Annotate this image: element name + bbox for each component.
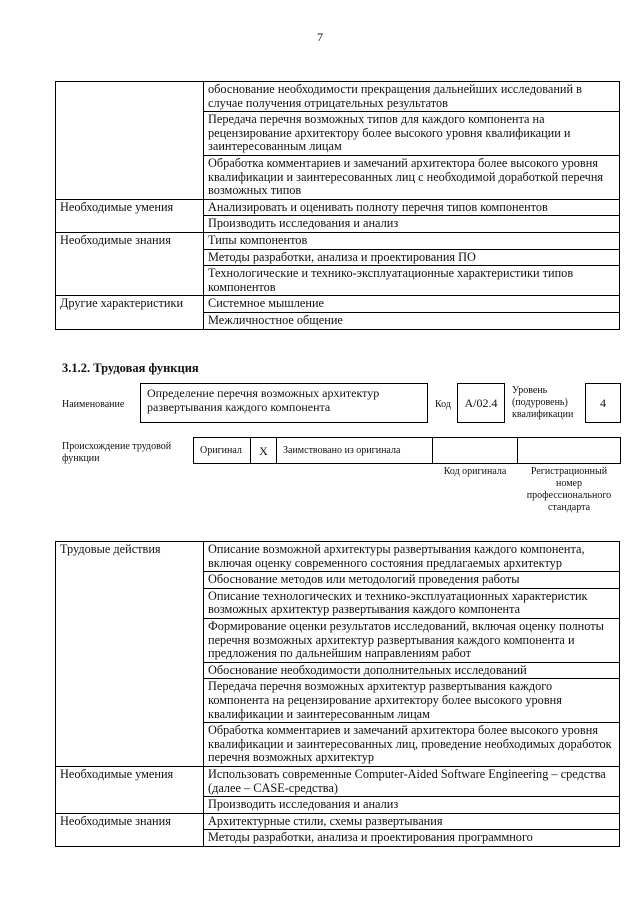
level-label: Уровень (подуровень) квалификации xyxy=(512,385,574,420)
code-original-cell xyxy=(432,437,518,464)
reg-number-cell xyxy=(517,437,621,464)
table-row xyxy=(56,679,620,723)
original-label: Оригинал xyxy=(200,444,242,456)
function-name: Определение перечня возможных архитектур развертывания каждого компонента xyxy=(147,386,380,414)
borrowed-cell xyxy=(276,437,433,464)
row-label xyxy=(56,662,204,679)
table-row xyxy=(56,199,620,216)
row-label xyxy=(56,155,204,199)
original-mark: X xyxy=(259,443,268,458)
row-label: Необходимые умения xyxy=(56,766,204,796)
row-label xyxy=(56,266,204,296)
original-mark-cell xyxy=(250,437,277,464)
row-label: Необходимые знания xyxy=(56,813,204,830)
row-label xyxy=(56,572,204,589)
row-label: Другие характеристики xyxy=(56,296,204,313)
name-label: Наименование xyxy=(62,399,125,410)
row-label xyxy=(56,312,204,329)
table-row xyxy=(56,797,620,814)
row-text: Обработка комментариев и замечаний архитектора более высокого уровня квалификации и заинтересованных лиц с необходимой доработкой перечня возможных типов xyxy=(204,155,620,199)
row-label xyxy=(56,830,204,847)
row-text: Обоснование необходимости дополнительных исследований xyxy=(204,662,620,679)
row-label xyxy=(56,82,204,112)
row-label xyxy=(56,112,204,156)
row-text: Системное мышление xyxy=(204,296,620,313)
table-row xyxy=(56,216,620,233)
row-text: Описание возможной архитектуры развертывания каждого компонента, включая оценку современного состояния предлагаемых архитектур xyxy=(204,542,620,572)
table-row xyxy=(56,662,620,679)
code-box xyxy=(457,383,505,423)
table-row xyxy=(56,588,620,618)
row-text: Обработка комментариев и замечаний архитектора более высокого уровня квалификации и заинтересованных лиц, проведение необходимых доработок перечня возможных архитектур xyxy=(204,723,620,767)
row-label xyxy=(56,588,204,618)
row-text: Методы разработки, анализа и проектирования программного xyxy=(204,830,620,847)
table-row xyxy=(56,542,620,572)
row-text: Описание технологических и технико-эксплуатационных характеристик возможных архитектур развертывания каждого компонента xyxy=(204,588,620,618)
table-row xyxy=(56,232,620,249)
table-row xyxy=(56,155,620,199)
row-text: Методы разработки, анализа и проектирования ПО xyxy=(204,249,620,266)
row-label: Трудовые действия xyxy=(56,542,204,572)
row-text: Производить исследования и анализ xyxy=(204,797,620,814)
row-label xyxy=(56,249,204,266)
row-label xyxy=(56,216,204,233)
row-label: Необходимые знания xyxy=(56,232,204,249)
row-text: Типы компонентов xyxy=(204,232,620,249)
original-cell xyxy=(193,437,251,464)
row-text: Межличностное общение xyxy=(204,312,620,329)
code-value: A/02.4 xyxy=(464,396,498,410)
table-row xyxy=(56,572,620,589)
row-text: Архитектурные стили, схемы развертывания xyxy=(204,813,620,830)
row-text: Производить исследования и анализ xyxy=(204,216,620,233)
table-row xyxy=(56,723,620,767)
table-row xyxy=(56,249,620,266)
row-text: Передача перечня возможных архитектур развертывания каждого компонента на рецензирование архитектору более высокого уровня квалификации и заинтересованным лицам xyxy=(204,679,620,723)
origin-label: Происхождение трудовой функции xyxy=(62,441,172,464)
row-label xyxy=(56,679,204,723)
table-row xyxy=(56,296,620,313)
competency-table-top xyxy=(55,81,620,330)
row-label: Необходимые умения xyxy=(56,199,204,216)
row-label xyxy=(56,618,204,662)
row-text: Технологические и технико-эксплуатационные характеристики типов компонентов xyxy=(204,266,620,296)
row-text: обоснование необходимости прекращения дальнейших исследований в случае получения отрицательных результатов xyxy=(204,82,620,112)
code-label: Код xyxy=(435,399,451,410)
table-row xyxy=(56,618,620,662)
level-box xyxy=(585,383,621,423)
competency-table-bottom xyxy=(55,541,620,847)
row-label xyxy=(56,723,204,767)
section-title: 3.1.2. Трудовая функция xyxy=(62,361,199,375)
table-row xyxy=(56,112,620,156)
table-row xyxy=(56,813,620,830)
row-text: Анализировать и оценивать полноту перечня типов компонентов xyxy=(204,199,620,216)
row-text: Использовать современные Computer-Aided Software Engineering – средства (далее – CASE-средства) xyxy=(204,766,620,796)
row-text: Формирование оценки результатов исследований, включая оценку полноты перечня возможных архитектур развертывания каждого компонента и предложения по дальнейшим направлениям работ xyxy=(204,618,620,662)
table-row xyxy=(56,312,620,329)
row-text: Передача перечня возможных типов для каждого компонента на рецензирование архитектору более высокого уровня квалификации и заинтересованным лицам xyxy=(204,112,620,156)
table-row xyxy=(56,82,620,112)
reg-number-label: Регистрационный номер профессионального стандарта xyxy=(526,466,612,513)
row-text: Обоснование методов или методологий проведения работы xyxy=(204,572,620,589)
level-value: 4 xyxy=(600,396,606,410)
row-label xyxy=(56,797,204,814)
code-original-label: Код оригинала xyxy=(443,466,507,477)
page-number: 7 xyxy=(317,30,323,44)
table-row xyxy=(56,766,620,796)
function-name-box xyxy=(140,383,428,423)
table-row xyxy=(56,830,620,847)
borrowed-label: Заимствовано из оригинала xyxy=(283,444,401,456)
table-row xyxy=(56,266,620,296)
